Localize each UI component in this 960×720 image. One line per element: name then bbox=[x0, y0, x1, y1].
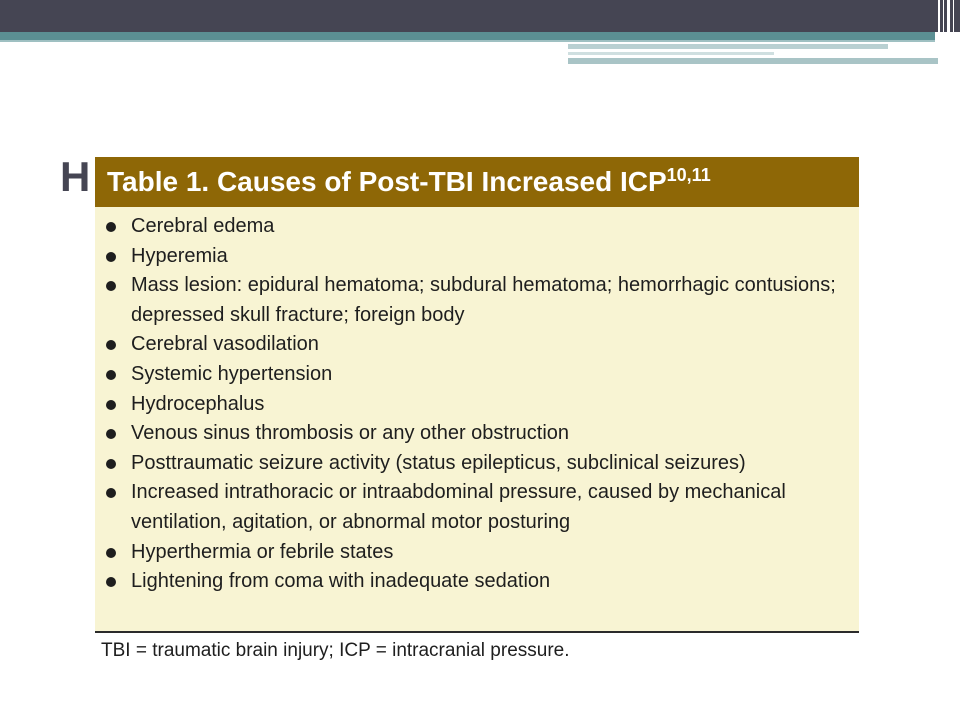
bullet-icon bbox=[106, 281, 116, 291]
list-item-text: Cerebral edema bbox=[131, 215, 275, 237]
list-item-text: Hydrocephalus bbox=[131, 392, 265, 415]
bullet-icon bbox=[106, 340, 116, 350]
table-title-text: Table 1. Causes of Post-TBI Increased ICP bbox=[107, 166, 667, 197]
bullet-icon bbox=[106, 370, 116, 380]
slide-top-bar bbox=[0, 0, 960, 32]
table-footnote: TBI = traumatic brain injury; ICP = intracranial pressure. bbox=[101, 640, 570, 661]
list-item bbox=[95, 567, 859, 597]
list-item-text: Systemic hypertension bbox=[131, 362, 333, 385]
table-title-refs: 10,11 bbox=[666, 165, 711, 185]
list-item-text: Posttraumatic seizure activity (status epilepticus, subclinical seizures) bbox=[131, 451, 746, 474]
list-item bbox=[95, 478, 859, 537]
list-item bbox=[95, 212, 859, 242]
list-item bbox=[95, 242, 859, 272]
list-item bbox=[95, 419, 859, 449]
bullet-icon bbox=[106, 577, 116, 587]
bullet-icon bbox=[106, 548, 116, 558]
causes-list bbox=[95, 207, 859, 597]
bullet-icon bbox=[106, 222, 116, 232]
slide-title: H bbox=[60, 153, 91, 200]
list-item bbox=[95, 390, 859, 420]
list-item-text: Hyperemia bbox=[131, 244, 228, 267]
slide-decor-bar bbox=[568, 44, 888, 49]
bullet-icon bbox=[106, 252, 116, 262]
slide-accent-line bbox=[0, 32, 935, 40]
list-item-text: Increased intrathoracic or intraabdominal pressure, caused by mechanical ventilation, agitation, or abnormal motor posturing bbox=[131, 481, 786, 533]
list-item-text: Mass lesion: epidural hematoma; subdural hematoma; hemorrhagic contusions; depressed skull fracture; foreign body bbox=[131, 274, 836, 326]
list-item-text: Venous sinus thrombosis or any other obstruction bbox=[131, 422, 570, 445]
bullet-icon bbox=[106, 459, 116, 469]
list-item bbox=[95, 538, 859, 568]
table-title bbox=[95, 157, 859, 207]
list-item bbox=[95, 271, 859, 330]
slide-decor-stripes bbox=[934, 0, 960, 64]
slide-accent-line-thin bbox=[0, 40, 935, 42]
list-item bbox=[95, 449, 859, 479]
slide-decor-bar bbox=[568, 52, 774, 55]
list-item-text: Cerebral vasodilation bbox=[131, 333, 319, 356]
bullet-icon bbox=[106, 488, 116, 498]
bullet-icon bbox=[106, 400, 116, 410]
list-item-text: Lightening from coma with inadequate sedation bbox=[131, 570, 551, 593]
slide-decor-bar bbox=[568, 58, 940, 64]
bullet-icon bbox=[106, 429, 116, 439]
list-item bbox=[95, 330, 859, 360]
causes-table bbox=[95, 157, 859, 633]
list-item bbox=[95, 360, 859, 390]
list-item-text: Hyperthermia or febrile states bbox=[131, 540, 394, 563]
